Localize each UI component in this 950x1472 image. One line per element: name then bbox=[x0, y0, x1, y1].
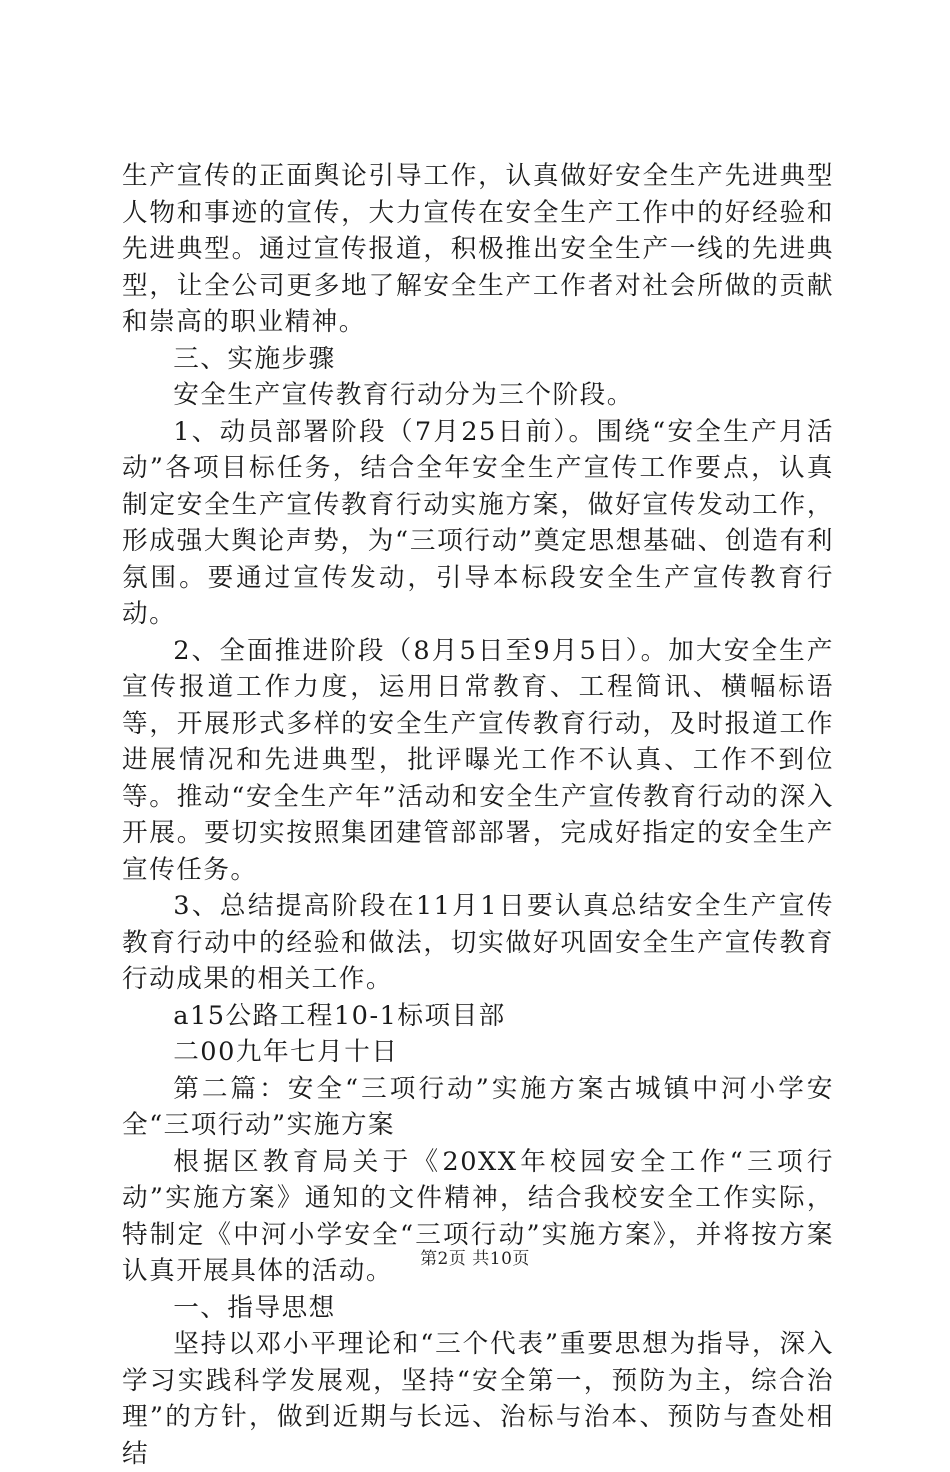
paragraph-stage-3: 3、总结提高阶段在11月1日要认真总结安全生产宣传教育行动中的经验和做法，切实做好巩固安全生产宣传教育行动成果的相关工作。 bbox=[122, 891, 834, 994]
paragraph-basis: 根据区教育局关于《20XX年校园安全工作“三项行动”实施方案》通知的文件精神，结合我校安全工作实际，特制定《中河小学安全“三项行动”实施方案》，并将按方案认真开展具体的活动。 bbox=[122, 1146, 834, 1286]
signature-department: a15公路工程10-1标项目部 bbox=[173, 1000, 506, 1031]
signature-date: 二00九年七月十日 bbox=[173, 1037, 399, 1067]
paragraph-three-stages: 安全生产宣传教育行动分为三个阶段。 bbox=[173, 380, 634, 410]
section-heading-implementation-steps: 三、实施步骤 bbox=[173, 343, 336, 374]
paragraph-stage-1: 1、动员部署阶段（7月25日前）。围绕“安全生产月活动”各项目标任务，结合全年安全生产宣传工作要点，认真制定安全生产宣传教育行动实施方案，做好宣传发动工作，形成强大舆论声势，为“三项行动”奠定思想基础、创造有利氛围。要通过宣传发动，引导本标段安全生产宣传教育行动。 bbox=[122, 416, 834, 629]
chapter-title-part-two: 第二篇：安全“三项行动”实施方案古城镇中河小学安全“三项行动”实施方案 bbox=[122, 1073, 834, 1140]
paragraph-stage-2: 2、全面推进阶段（8月5日至9月5日）。加大安全生产宣传报道工作力度，运用日常教育、工程简讯、横幅标语等，开展形式多样的安全生产宣传教育行动，及时报道工作进展情况和先进典型，批评曝光工作不认真、工作不到位等。推动“安全生产年”活动和安全生产宣传教育行动的深入开展。要切实按照集团建管部部署，完成好指定的安全生产宣传任务。 bbox=[122, 635, 834, 885]
document-body bbox=[122, 158, 834, 1472]
paragraph-guiding-ideology: 坚持以邓小平理论和“三个代表”重要思想为指导，深入学习实践科学发展观，坚持“安全第一，预防为主，综合治理”的方针，做到近期与长远、治标与治本、预防与查处相结 bbox=[122, 1329, 834, 1469]
page-number-footer: 第2页 共10页 bbox=[420, 1249, 530, 1269]
paragraph-1: 生产宣传的正面舆论引导工作，认真做好安全生产先进典型人物和事迹的宣传，大力宣传在安全生产工作中的好经验和先进典型。通过宣传报道，积极推出安全生产一线的先进典型，让全公司更多地了解安全生产工作者对社会所做的贡献和崇高的职业精神。 bbox=[122, 161, 834, 337]
section-heading-guiding-ideology: 一、指导思想 bbox=[173, 1292, 336, 1323]
